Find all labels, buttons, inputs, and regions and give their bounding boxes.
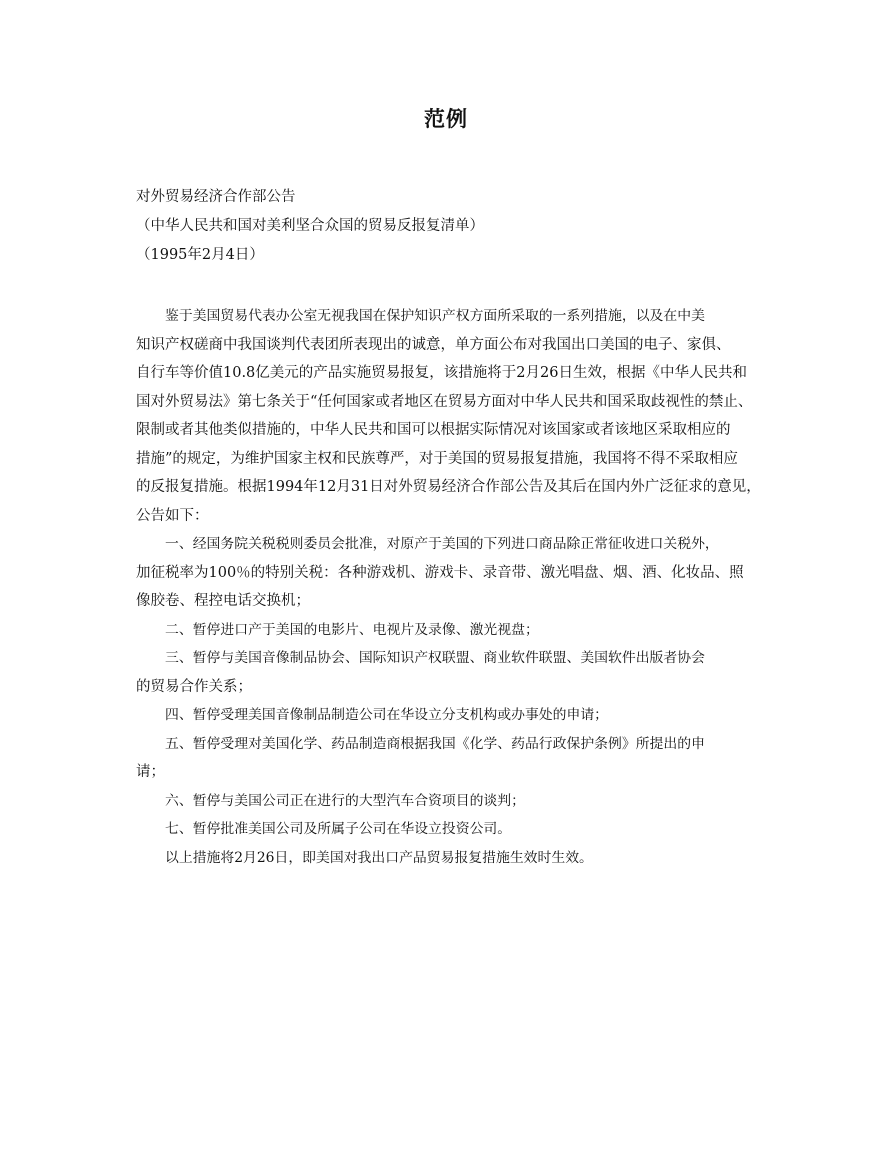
text-line: 请； xyxy=(136,764,165,780)
paragraph-item-4 xyxy=(136,701,762,730)
text-line: 七、暂停批准美国公司及所属子公司在华设立投资公司。 xyxy=(165,821,512,837)
text-line: 四、暂停受理美国音像制品制造公司在华设立分支机构或办事处的申请； xyxy=(165,707,609,723)
paragraph-preamble xyxy=(136,302,762,530)
announcement-date: （1995年2月4日） xyxy=(136,247,264,263)
paragraph-closing xyxy=(136,844,762,873)
announcement-body xyxy=(136,302,762,872)
text-line: 一、经国务院关税税则委员会批准，对原产于美国的下列进口商品除正常征收进口关税外， xyxy=(165,536,719,552)
text-line: 公告如下： xyxy=(136,507,209,524)
text-line: 知识产权磋商中我国谈判代表团所表现出的诚意，单方面公布对我国出口美国的电子、家俱、 xyxy=(136,336,731,353)
text-line: 以上措施将2月26日，即美国对我出口产品贸易报复措施生效时生效。 xyxy=(165,849,593,866)
paragraph-item-2 xyxy=(136,616,762,645)
text-line: 三、暂停与美国音像制品协会、国际知识产权联盟、商业软件联盟、美国软件出版者协会 xyxy=(165,650,705,666)
announcement-subtitle: （中华人民共和国对美利坚合众国的贸易反报复清单） xyxy=(136,218,484,234)
paragraph-item-5 xyxy=(136,730,762,787)
text-line: 像胶卷、程控电话交换机； xyxy=(136,593,310,609)
text-line: 鉴于美国贸易代表办公室无视我国在保护知识产权方面所采取的一系列措施，以及在中美 xyxy=(165,308,705,324)
text-line: 限制或者其他类似措施的，中华人民共和国可以根据实际情况对该国家或者该地区采取相应的 xyxy=(136,422,731,438)
text-line: 六、暂停与美国公司正在进行的大型汽车合资项目的谈判； xyxy=(165,792,525,809)
text-line: 国对外贸易法》第七条关于“任何国家或者地区在贸易方面对中华人民共和国采取歧视性的禁止、 xyxy=(136,393,753,410)
paragraph-item-3 xyxy=(136,644,762,701)
text-line: 加征税率为100％的特别关税：各种游戏机、游戏卡、录音带、激光唱盘、烟、酒、化妆品、照 xyxy=(136,564,744,581)
paragraph-item-1 xyxy=(136,530,762,616)
text-line: 措施”的规定，为维护国家主权和民族尊严，对于美国的贸易报复措施，我国将不得不采取相应 xyxy=(136,450,738,467)
text-line: 二、暂停进口产于美国的电影片、电视片及录像、激光视盘； xyxy=(165,621,539,638)
text-line: 五、暂停受理对美国化学、药品制造商根据我国《化学、药品行政保护条例》所提出的申 xyxy=(165,735,705,752)
text-line: 的贸易合作关系； xyxy=(136,678,252,695)
page-title: 范例 xyxy=(424,107,468,131)
paragraph-item-6 xyxy=(136,787,762,816)
paragraph-item-7 xyxy=(136,815,762,844)
text-line: 自行车等价值10.8亿美元的产品实施贸易报复，该措施将于2月26日生效，根据《中华人民共和 xyxy=(136,365,747,381)
announcement-issuer: 对外贸易经济合作部公告 xyxy=(136,189,296,205)
text-line: 的反报复措施。根据1994年12月31日对外贸易经济合作部公告及其后在国内外广泛征求的意见， xyxy=(136,479,761,495)
